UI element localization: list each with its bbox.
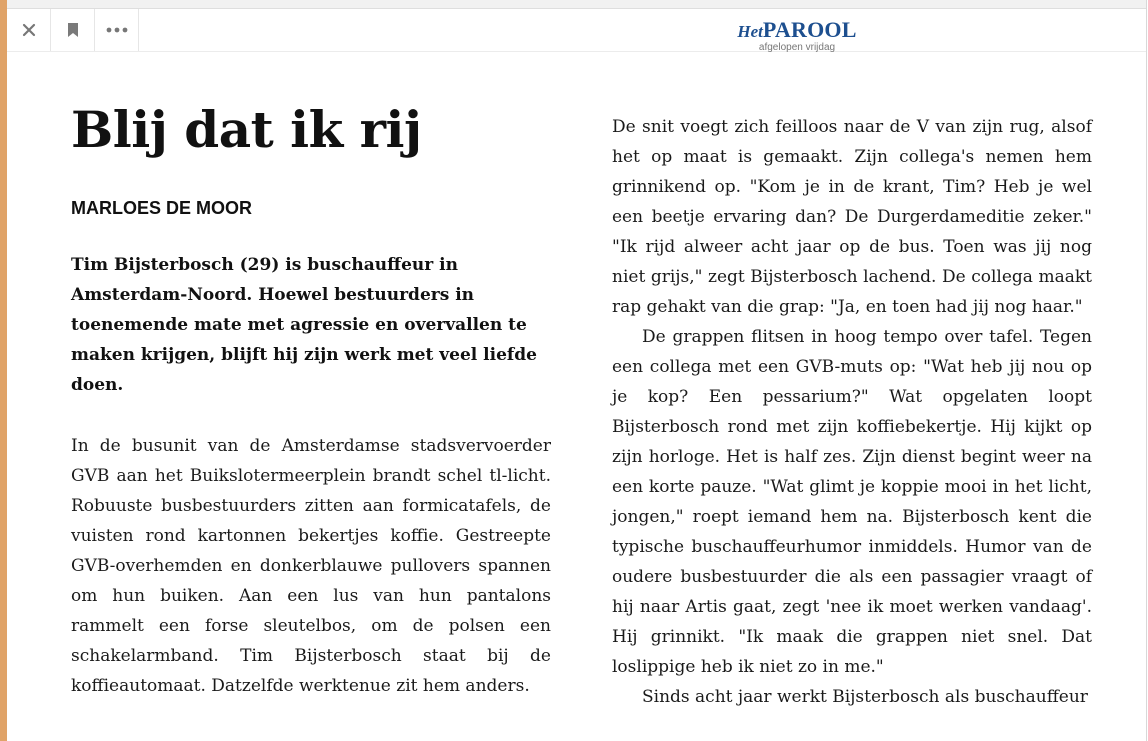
article-intro: Tim Bijsterbosch (29) is buschauffeur in Amsterdam-Noord. Hoewel bestuurders in toenemende mate met agressie en overvallen te maken krijgen, blijft hij zijn werk met veel liefde doen.: [71, 255, 537, 395]
article-column-right: [612, 112, 1092, 712]
article-paragraph: De grappen flitsen in hoog tempo over tafel. Tegen een collega met een GVB-muts op: "Wat heb jij nou op je kop? Een pessarium?" Wat opgelaten loopt Bijsterbosch rond met zijn koffiebekertje. Hij kijkt op zijn horloge. Het is half zes. Zijn dienst begint weer na een korte pauze. "Wat glimt je koppie mooi in het licht, jongen," roept iemand hem na. Bijsterbosch kent die typische buschauffeurhumor inmiddels. Humor van de oudere busbestuurder die als een passagier vraagt of hij naar Artis gaat, zegt 'nee ik moet werken vandaag'. Hij grinnikt. "Ik maak die grappen niet snel. Dat loslippige heb ik niet zo in me.": [612, 327, 1092, 677]
bookmark-button[interactable]: [51, 9, 95, 51]
close-button[interactable]: [7, 9, 51, 51]
article-author: MARLOES DE MOOR: [71, 198, 253, 218]
window-edge: [0, 0, 7, 741]
article-column-left: [71, 100, 551, 701]
article-paragraph: In de busunit van de Amsterdamse stadsvervoerder GVB aan het Buikslotermeerplein brandt schel tl-licht. Robuuste busbestuurders zitten aan formicatafels, de vuisten rond kartonnen bekertjes koffie. Gestreepte GVB-overhemden en donkerblauwe pullovers spannen om hun buiken. Aan een lus van hun pantalons rammelt een forse sleutelbos, om de polsen een schakelarmband. Tim Bijsterbosch staat bij de koffieautomaat. Datzelfde werktenue zit hem anders.: [71, 436, 551, 696]
article-title: Blij dat ik rij: [71, 100, 422, 159]
issue-date: afgelopen vrijdag: [758, 42, 836, 53]
bookmark-icon: [67, 22, 79, 38]
more-icon: [106, 27, 128, 33]
article-paragraph: De snit voegt zich feilloos naar de V van zijn rug, alsof het op maat is gemaakt. Zijn collega's nemen hem grinnikend op. "Kom je in de krant, Tim? Heb je wel een beetje ervaring dan? De Durgerdameditie zeker." "Ik rijd alweer acht jaar op de bus. Toen was jij nog niet grijs," zegt Bijsterbosch lachend. De collega maakt rap gehakt van die grap: "Ja, en toen had jij nog haar.": [612, 117, 1092, 317]
publication-brand[interactable]: [707, 19, 887, 53]
article-paragraph: Sinds acht jaar werkt Bijsterbosch als buschauffeur: [642, 687, 1088, 707]
close-icon: [22, 23, 36, 37]
toolbar: [7, 9, 1146, 52]
more-button[interactable]: [95, 9, 139, 51]
parool-logo: HetPAROOL: [737, 17, 857, 42]
top-strip: [7, 0, 1146, 9]
